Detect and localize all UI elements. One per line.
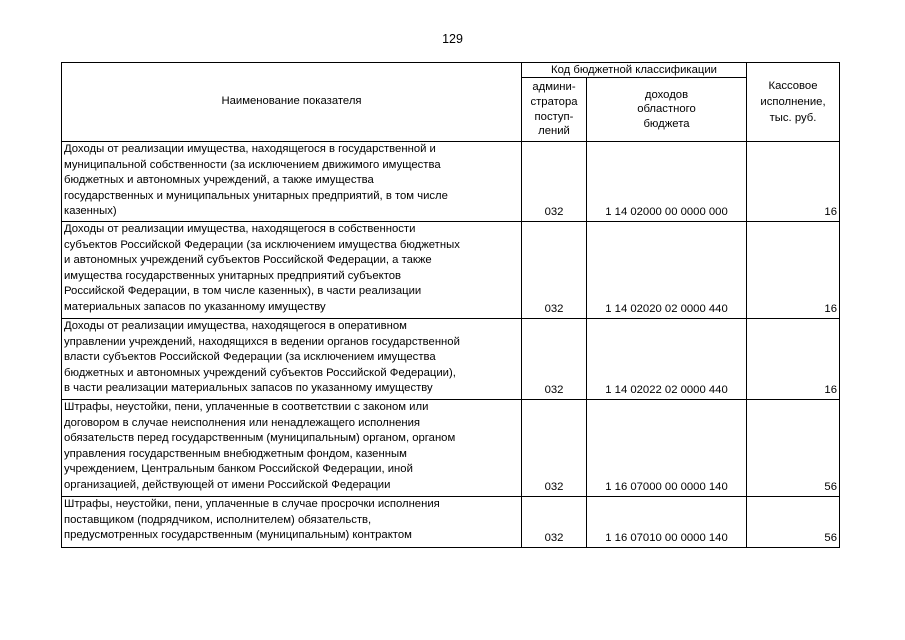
header-name: Наименование показателя xyxy=(62,63,522,142)
row-admin: 032 xyxy=(522,222,587,319)
row-name xyxy=(62,497,522,548)
row-name xyxy=(62,319,522,400)
row-amount: 16 xyxy=(747,222,840,319)
page-number: 129 xyxy=(442,32,463,46)
table-row xyxy=(62,400,840,497)
table-row xyxy=(62,319,840,400)
row-amount: 56 xyxy=(747,400,840,497)
header-admin-text: админи- стратора поступ- лений xyxy=(530,81,578,138)
row-code: 1 16 07000 00 0000 140 xyxy=(587,400,747,497)
row-code: 1 14 02020 02 0000 440 xyxy=(587,222,747,319)
header-amount xyxy=(747,63,840,142)
row-name-text: Доходы от реализации имущества, находящегося в собственности субъектов Российской Федерации (за исключением имущества бюджетных и автономных учреждений субъектов Российской Федерации, а также имущества государственных унитарных предприятий субъектов Российской Федерации, в том числе казенных), в части реализации материальных запасов по указанному имуществу xyxy=(64,223,460,313)
row-admin: 032 xyxy=(522,400,587,497)
row-name xyxy=(62,400,522,497)
row-name-text: Доходы от реализации имущества, находящегося в государственной и муниципальной собственности (за исключением движимого имущества бюджетных и автономных учреждений, а также имущества государственных и муниципальных унитарных предприятий, в том числе казенных) xyxy=(64,143,448,218)
budget-table xyxy=(61,62,840,548)
table-row xyxy=(62,222,840,319)
row-name-text: Штрафы, неустойки, пени, уплаченные в случае просрочки исполнения поставщиком (подрядчиком, исполнителем) обязательств, предусмотренных государственным (муниципальным) контрактом xyxy=(64,498,440,542)
row-code: 1 14 02022 02 0000 440 xyxy=(587,319,747,400)
row-amount: 16 xyxy=(747,319,840,400)
row-amount: 56 xyxy=(747,497,840,548)
row-name xyxy=(62,142,522,222)
table-row xyxy=(62,497,840,548)
header-income-text: доходов областного бюджета xyxy=(637,88,696,130)
row-name xyxy=(62,222,522,319)
table-row xyxy=(62,142,840,222)
header-admin xyxy=(522,78,587,142)
header-code-group: Код бюджетной классификации xyxy=(522,63,747,78)
header-income xyxy=(587,78,747,142)
row-name-text: Штрафы, неустойки, пени, уплаченные в соответствии с законом или договором в случае неисполнения или ненадлежащего исполнения обязательств перед государственным (муниципальным) органом, органом управления государственным внебюджетным фондом, казенным учреждением, Центральным банком Российской Федерации, иной организацией, действующей от имени Российской Федерации xyxy=(64,401,456,491)
row-amount: 16 xyxy=(747,142,840,222)
row-code: 1 16 07010 00 0000 140 xyxy=(587,497,747,548)
row-admin: 032 xyxy=(522,497,587,548)
row-name-text: Доходы от реализации имущества, находящегося в оперативном управлении учреждений, находящихся в ведении органов государственной власти субъектов Российской Федерации (за исключением имущества бюджетных и автономных учреждений субъектов Российской Федерации), в части реализации материальных запасов по указанному имуществу xyxy=(64,320,460,395)
header-amount-text: Кассовое исполнение, тыс. руб. xyxy=(760,80,826,124)
row-code: 1 14 02000 00 0000 000 xyxy=(587,142,747,222)
row-admin: 032 xyxy=(522,319,587,400)
row-admin: 032 xyxy=(522,142,587,222)
